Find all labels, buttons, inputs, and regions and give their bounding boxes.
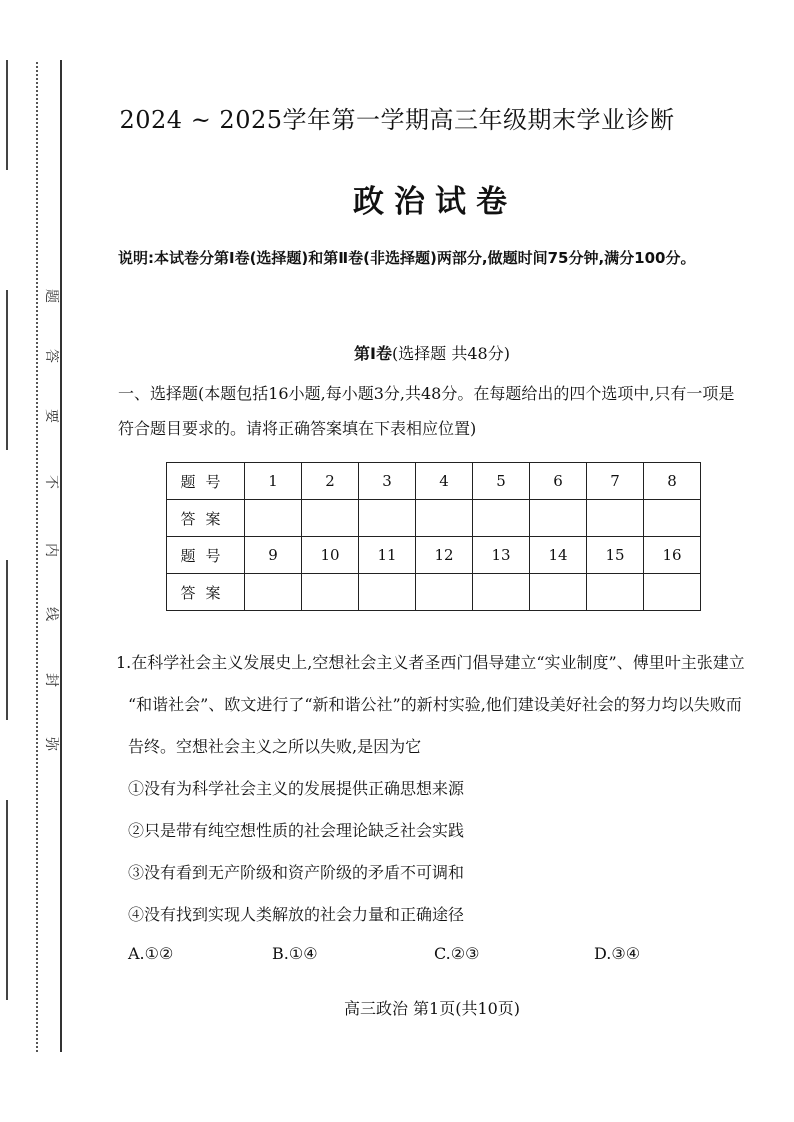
question-number-cell: 2	[302, 463, 359, 500]
answer-table	[166, 462, 701, 611]
answer-cell[interactable]	[245, 500, 302, 537]
seal-char: 弥	[43, 737, 59, 751]
part1-heading	[0, 341, 794, 364]
exam-note: 说明:本试卷分第Ⅰ卷(选择题)和第Ⅱ卷(非选择题)两部分,做题时间75分钟,满分100分。	[118, 249, 696, 267]
question-number-cell: 16	[644, 537, 701, 574]
label-number: 题号	[167, 537, 245, 574]
answer-cell[interactable]	[473, 574, 530, 611]
answer-cell[interactable]	[587, 500, 644, 537]
question-number-cell: 12	[416, 537, 473, 574]
question-number-cell: 10	[302, 537, 359, 574]
question-number-cell: 6	[530, 463, 587, 500]
table-row	[167, 574, 701, 611]
question-number-cell: 8	[644, 463, 701, 500]
answer-cell[interactable]	[359, 574, 416, 611]
subject-title: 政治试卷	[353, 184, 517, 220]
table-row	[167, 500, 701, 537]
part1-title: 第Ⅰ卷	[354, 344, 393, 363]
part1-subtitle: (选择题 共48分)	[392, 344, 510, 363]
section-instruction-line2: 符合题目要求的。请将正确答案填在下表相应位置)	[118, 419, 477, 438]
question1-item-2: ②只是带有纯空想性质的社会理论缺乏社会实践	[128, 821, 465, 840]
seal-char: 答	[43, 349, 59, 363]
seal-char: 题	[43, 289, 59, 303]
table-row	[167, 537, 701, 574]
exam-title: 2024 ~ 2025学年第一学期高三年级期末学业诊断	[119, 106, 675, 134]
label-answer: 答案	[167, 574, 245, 611]
question1-stem-line2: “和谐社会”、欧文进行了“新和谐公社”的新村实验,他们建设美好社会的努力均以失败而	[128, 695, 742, 714]
answer-cell[interactable]	[359, 500, 416, 537]
answer-cell[interactable]	[587, 574, 644, 611]
question-number-cell: 15	[587, 537, 644, 574]
question-number-cell: 11	[359, 537, 416, 574]
seal-char: 不	[43, 475, 59, 489]
answer-cell[interactable]	[473, 500, 530, 537]
answer-cell[interactable]	[530, 574, 587, 611]
seal-char: 要	[43, 409, 59, 423]
answer-cell[interactable]	[245, 574, 302, 611]
table-row	[167, 463, 701, 500]
question-number-cell: 5	[473, 463, 530, 500]
answer-cell[interactable]	[530, 500, 587, 537]
section-instruction-line1: 一、选择题(本题包括16小题,每小题3分,共48分。在每题给出的四个选项中,只有一项是	[118, 384, 735, 403]
answer-cell[interactable]	[302, 500, 359, 537]
binding-edge-line-bottom	[6, 800, 8, 1000]
question-number-cell: 14	[530, 537, 587, 574]
seal-char: 内	[43, 543, 59, 557]
binding-edge-line-middle	[6, 290, 8, 450]
answer-cell[interactable]	[416, 500, 473, 537]
question-number-cell: 4	[416, 463, 473, 500]
binding-edge-line-lower	[6, 560, 8, 720]
seal-char: 封	[43, 673, 59, 687]
question1-stem-line3: 告终。空想社会主义之所以失败,是因为它	[128, 737, 422, 756]
question-number-cell: 13	[473, 537, 530, 574]
answer-cell[interactable]	[644, 574, 701, 611]
question-number-cell: 1	[245, 463, 302, 500]
question1-item-1: ①没有为科学社会主义的发展提供正确思想来源	[128, 779, 465, 798]
question1-stem-line1: 1.在科学社会主义发展史上,空想社会主义者圣西门倡导建立“实业制度”、傅里叶主张建立	[116, 653, 745, 672]
label-number: 题号	[167, 463, 245, 500]
option-d: D.③④	[594, 944, 641, 963]
page-footer: 高三政治 第1页(共10页)	[343, 999, 521, 1018]
question-number-cell: 7	[587, 463, 644, 500]
option-c: C.②③	[434, 944, 480, 963]
seal-char: 线	[43, 607, 59, 621]
question-number-cell: 9	[245, 537, 302, 574]
option-a: A.①②	[128, 944, 174, 963]
answer-cell[interactable]	[416, 574, 473, 611]
label-answer: 答案	[167, 500, 245, 537]
answer-cell[interactable]	[302, 574, 359, 611]
answer-cell[interactable]	[644, 500, 701, 537]
question-number-cell: 3	[359, 463, 416, 500]
option-b: B.①④	[272, 944, 318, 963]
question1-item-3: ③没有看到无产阶级和资产阶级的矛盾不可调和	[128, 863, 465, 882]
question1-item-4: ④没有找到实现人类解放的社会力量和正确途径	[128, 905, 465, 924]
